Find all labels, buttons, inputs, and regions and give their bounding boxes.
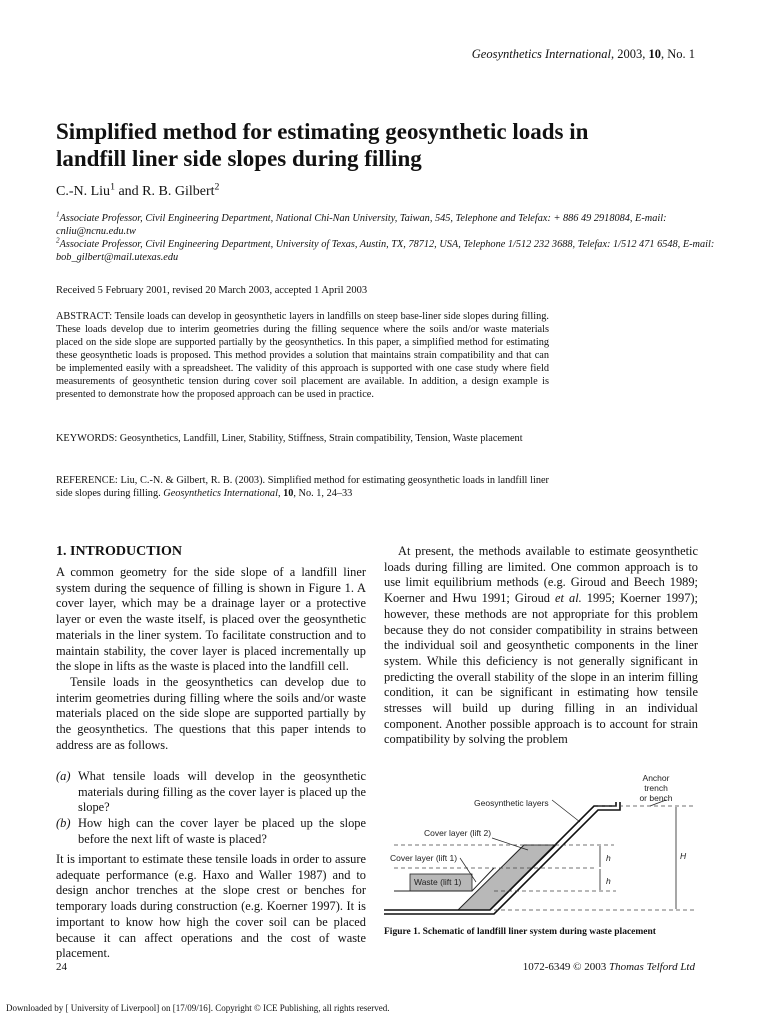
author-2: and R. B. Gilbert	[114, 184, 215, 199]
affiliation-2-text: Associate Professor, Civil Engineering Department, University of Texas, Austin, TX, 78712, USA, Telephone 1/512 232 3688, Telefax: 1/512 471 6548, E-mail: bob_gilbert@mail.utexas.edu	[56, 239, 715, 263]
reference-comma: ,	[277, 488, 284, 499]
copyright-year: 2003	[581, 961, 609, 973]
label-geosynthetic-layers: Geosynthetic layers	[474, 798, 549, 808]
publisher: Thomas Telford Ltd	[609, 961, 695, 973]
left-column	[56, 565, 366, 753]
copyright-symbol: ©	[573, 961, 582, 973]
list-item	[56, 816, 366, 847]
list-label-b-text: (b)	[56, 816, 71, 831]
author-1-sup: 1	[110, 181, 115, 193]
author-1: C.-N. Liu	[56, 184, 111, 199]
section-heading: 1. INTRODUCTION	[56, 544, 183, 559]
affiliation-1-sup: 1	[56, 210, 60, 219]
right-text-etal: et al.	[555, 591, 582, 606]
list-label-b	[56, 816, 78, 847]
journal-year: , 2003,	[610, 47, 649, 61]
page-number: 24	[56, 961, 67, 973]
list-label-a	[56, 769, 78, 816]
label-trench: trench	[644, 783, 668, 793]
affiliation-2-sup: 2	[56, 236, 60, 245]
reference-volume: 10	[283, 488, 294, 499]
keywords: KEYWORDS: Geosynthetics, Landfill, Liner, Stability, Stiffness, Strain compatibility, Tension, Waste placement	[56, 433, 523, 444]
affiliation-1-text: Associate Professor, Civil Engineering Department, National Chi-Nan University, Taiwan, 545, Telephone and Telefax: + 886 49 2918084, E-mail: cnliu@ncnu.edu.tw	[56, 213, 667, 237]
right-text-b: 1995; Koerner 1997); however, these methods are not appropriate for this problem because they do not consider compatibility in strains between the individual soil and geosynthetic components in the liner system. While this deficiency is not generally significant in predicting the overall stability of the slope in an interim filling condition, it can be significant in estimating how tensile stresses will build up during filling in an individual component. Another possible approach is to account for strain compatibility by solving the problem	[384, 591, 698, 747]
paper-title: Simplified method for estimating geosynthetic loads in landfill liner side slopes during filling	[56, 119, 589, 171]
label-anchor: Anchor	[642, 773, 670, 783]
issn: 1072-6349	[522, 961, 574, 973]
journal-header	[472, 47, 695, 62]
download-notice: Downloaded by [ University of Liverpool] on [17/09/16]. Copyright © ICE Publishing, all rights reserved.	[6, 1003, 390, 1013]
journal-volume: 10	[648, 47, 661, 61]
citation-reference	[56, 474, 549, 500]
label-cover-lift-2: Cover layer (lift 2)	[424, 828, 492, 838]
authors	[56, 181, 220, 200]
label-h-2: h	[606, 876, 611, 886]
list-label-a-text: (a)	[56, 769, 71, 783]
reference-pages: , No. 1, 24–33	[293, 488, 353, 499]
received-dates: Received 5 February 2001, revised 20 March 2003, accepted 1 April 2003	[56, 285, 368, 296]
reference-journal: Geosynthetics International	[163, 488, 278, 499]
leader-cover2	[492, 838, 528, 850]
abstract: ABSTRACT: Tensile loads can develop in geosynthetic layers in landfills on steep base-liner side slopes during filling. These loads develop due to interim geometries during the filling sequence where the soils and/or waste materials placed on the side slope are supported partially by the geosynthetics. In this paper, a simplified method for estimating these geosynthetic loads is proposed. This method provides a solution that maintains strain compatibility and that can be implemented easily with a spreadsheet. The validity of this approach is supported with one case study where field measurements of geosynthetic tension during cover soil placement are available. In addition, a design example is presented to demonstrate how the proposed approach can be used in practice.	[56, 311, 549, 400]
list-text-a: What tensile loads will develop in the geosynthetic materials during filling as the cover layer is placed up the slope?	[78, 769, 366, 815]
author-2-sup: 2	[214, 181, 220, 193]
intro-paragraph-3: It is important to estimate these tensile loads in order to assure adequate performance (e.g. Haxo and Waller 1987) and to design anchor trenches at the slope crest or benches for temporary loads during construction (e.g. Koerner 1997). It is important to know how high the cover soil can be placed because it can affect operations and the cost of waste placement.	[56, 852, 366, 961]
leader-geosynthetic	[552, 800, 580, 822]
question-list	[56, 769, 366, 848]
label-bench: or bench	[639, 793, 673, 803]
journal-name: Geosynthetics International	[471, 47, 611, 61]
figure-caption: Figure 1. Schematic of landfill liner system during waste placement	[384, 927, 656, 937]
label-cover-lift-1: Cover layer (lift 1)	[390, 853, 458, 863]
list-text-b: How high can the cover layer be placed up the slope before the next lift of waste is placed?	[78, 816, 366, 846]
figure-1-schematic	[384, 770, 704, 926]
affiliation-1	[56, 212, 716, 238]
right-column-paragraph	[384, 544, 698, 748]
affiliation-2	[56, 238, 716, 264]
right-text-a: At present, the methods available to estimate geosynthetic loads during filling are limited. One common approach is to use limit equilibrium methods (e.g. Giroud and Beech 1989; Koerner and Hwu 1991; Giroud	[384, 544, 698, 606]
intro-paragraph-2: Tensile loads in the geosynthetics can develop due to interim geometries during filling where the soils and/or waste materials placed on the side slope are supported partially by the geosynthetics. The questions that this paper intends to address are as follows.	[56, 674, 366, 752]
label-H: H	[680, 851, 687, 861]
label-h-1: h	[606, 853, 611, 863]
reference-text: REFERENCE: Liu, C.-N. & Gilbert, R. B. (2003). Simplified method for estimating geosynthetic loads in landfill liner side slopes during filling.	[56, 475, 549, 499]
journal-issue: , No. 1	[660, 47, 695, 61]
affiliations	[56, 212, 716, 264]
list-item	[56, 769, 366, 816]
intro-paragraph-1: A common geometry for the side slope of a landfill liner system during the sequence of filling is shown in Figure 1. A cover layer, which may be a drainage layer or a protective layer or even the waste itself, is placed over the geosynthetic materials in the liner system. To facilitate construction and to maintain stability, the cover layer is placed incrementally up the slope in lifts as the waste is placed into the landfill cell.	[56, 565, 366, 674]
issn-copyright	[523, 961, 695, 973]
label-waste-lift-1: Waste (lift 1)	[414, 877, 462, 887]
